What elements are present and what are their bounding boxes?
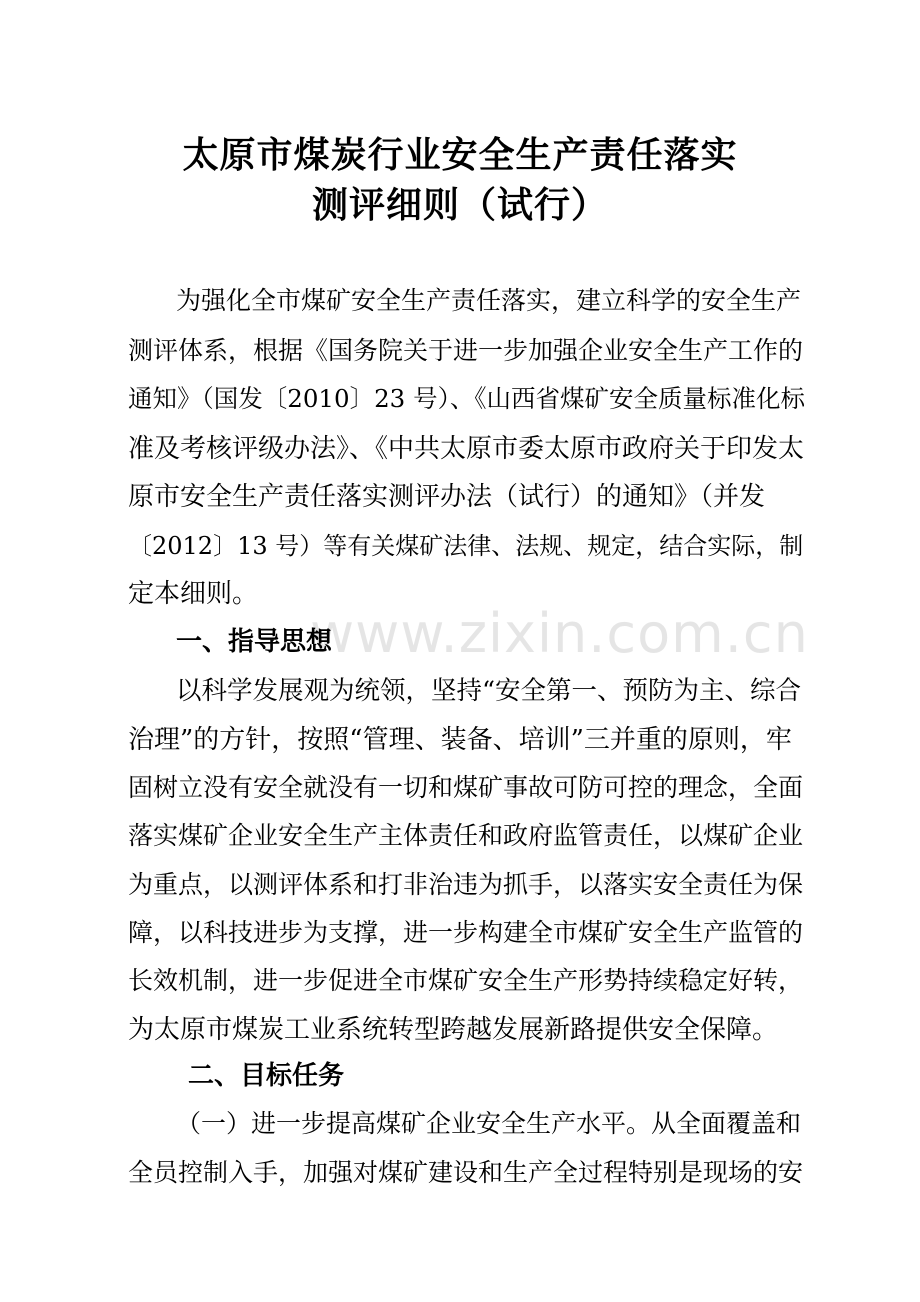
document-title-line1: 太原市煤炭行业安全生产责任落实: [182, 134, 738, 176]
section1-line: 以科学发展观为统领，坚持“安全第一、预防为主、综合: [176, 676, 802, 706]
section1-line: 为重点，以测评体系和打非治违为抓手，以落实安全责任为保: [128, 870, 804, 899]
section1-line: 治理”的方针，按照“管理、装备、培训”三并重的原则，牢: [128, 725, 792, 755]
intro-line: 准及考核评级办法》、《中共太原市委太原市政府关于印发太: [128, 434, 805, 464]
intro-line: 原市安全生产责任落实测评办法（试行）的通知》（并发: [128, 482, 766, 512]
document-title-line2: 测评细则（试行）: [311, 184, 608, 226]
section1-line: 障，以科技进步为支撑，进一步构建全市煤矿安全生产监管的: [128, 918, 804, 947]
intro-line: 为强化全市煤矿安全生产责任落实，建立科学的安全生产: [176, 286, 802, 315]
intro-line: 〔2012〕13 号）等有关煤矿法律、法规、规定，结合实际，制: [128, 532, 804, 560]
section-heading: 二、目标任务: [188, 1061, 345, 1091]
section2-line: （一）进一步提高煤矿企业安全生产水平。从全面覆盖和: [176, 1109, 802, 1138]
section1-line: 落实煤矿企业安全生产主体责任和政府监管责任，以煤矿企业: [128, 821, 804, 850]
intro-line: 定本细则。: [128, 579, 259, 609]
section1-line: 为太原市煤炭工业系统转型跨越发展新路提供安全保障。: [128, 1015, 779, 1045]
section2-line: 全员控制入手，加强对煤矿建设和生产全过程特别是现场的安: [128, 1158, 804, 1187]
section1-line: 长效机制，进一步促进全市煤矿安全生产形势持续稳定好转，: [128, 966, 804, 995]
intro-line: 测评体系，根据《国务院关于进一步加强企业安全生产工作的: [128, 336, 804, 365]
section1-line: 固树立没有安全就没有一切和煤矿事故可防可控的理念，全面: [128, 773, 804, 802]
intro-line: 通知》（国发〔2010〕23 号）、《山西省煤矿安全质量标准化标: [128, 384, 806, 413]
section-heading: 一、指导思想: [176, 627, 333, 657]
watermark: www.zixin.com.cn: [310, 602, 809, 665]
